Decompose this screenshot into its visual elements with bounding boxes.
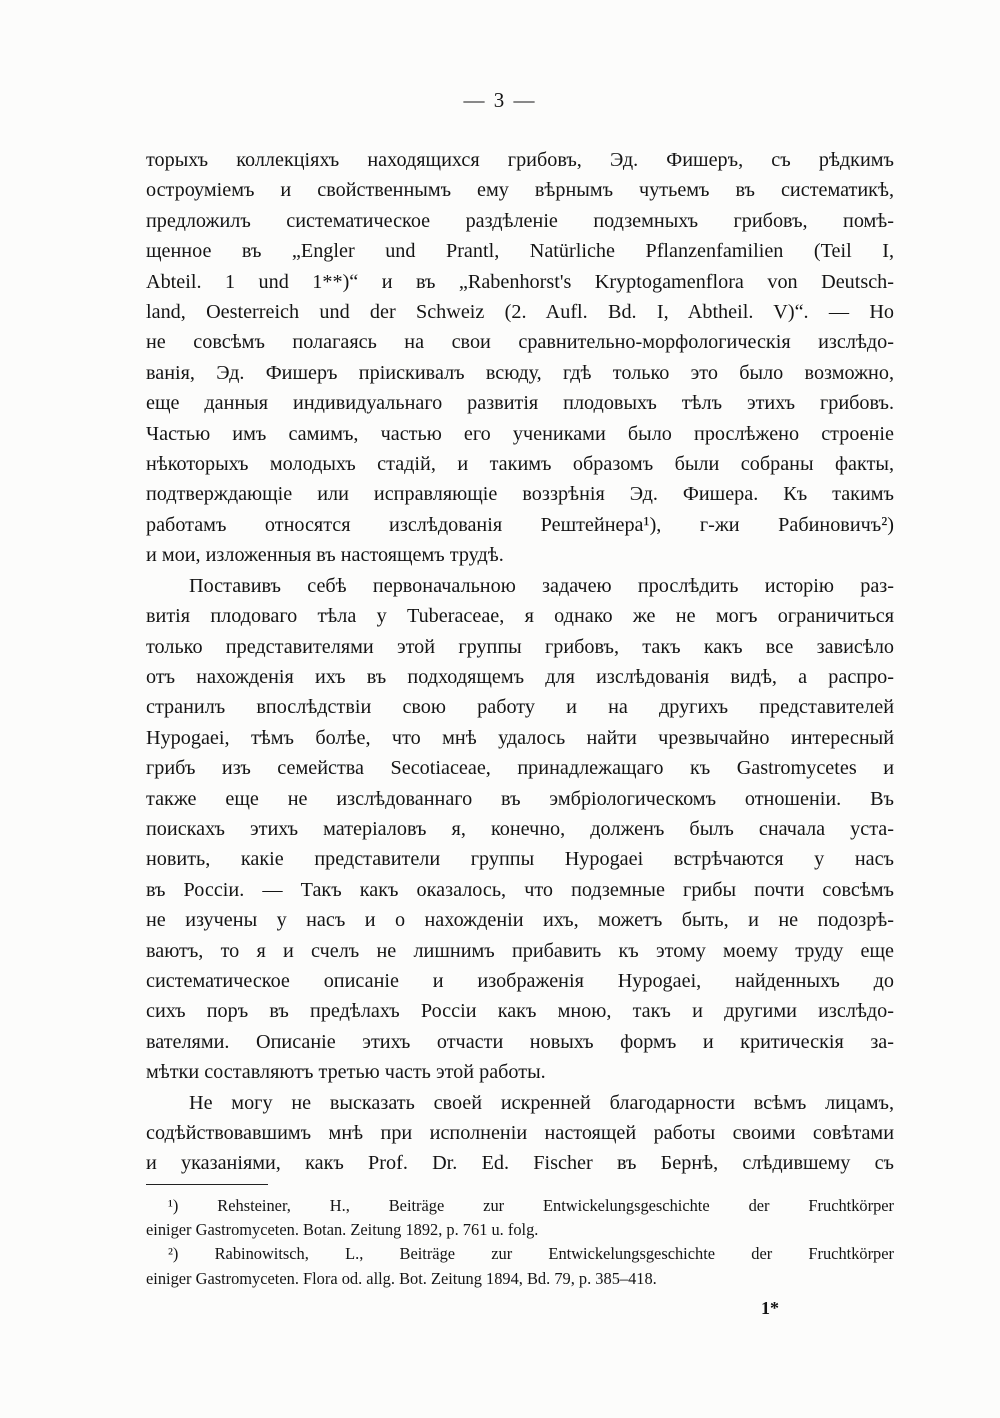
text-line: не совсѣмъ полагаясь на свои сравнительно-морфологическія изслѣдо- — [146, 331, 894, 354]
paragraph — [146, 571, 894, 1088]
text-line: отъ нахожденія ихъ въ подходящемъ для изслѣдованія видѣ, а распро- — [146, 665, 894, 688]
text-line: грибъ изъ семейства Secotiaceae, принадлежащаго къ Gastromycetes и — [146, 757, 894, 780]
text-line: Частью имъ самимъ, частью его учениками было прослѣжено строеніе — [146, 422, 894, 445]
footnote-line: ²) Rabinowitsch, L., Beiträge zur Entwickelungsgeschichte der Fruchtkörper — [168, 1244, 894, 1264]
text-line: витія плодоваго тѣла у Tuberaceae, я однако же не могъ ограничиться — [146, 605, 894, 628]
footnote-line: einiger Gastromyceten. Flora od. allg. Bot. Zeitung 1894, Bd. 79, p. 385–418. — [146, 1268, 657, 1288]
footnote-line: ¹) Rehsteiner, H., Beiträge zur Entwickelungsgeschichte der Fruchtkörper — [168, 1196, 894, 1215]
text-line: торыхъ коллекціяхъ находящихся грибовъ, Эд. Фишеръ, съ рѣдкимъ — [146, 149, 894, 171]
body-text — [146, 145, 894, 1179]
text-line: остроуміемъ и свойственнымъ ему вѣрнымъ чутьемъ въ систематикѣ, — [146, 179, 894, 202]
text-line: ванія, Эд. Фишеръ пріискивалъ всюду, гдѣ только это было возможно, — [146, 361, 894, 384]
text-line: содѣйствовавшимъ мнѣ при исполненіи настоящей работы своими совѣтами — [146, 1122, 894, 1144]
text-line: Не могу не высказать своей искренней благодарности всѣмъ лицамъ, — [189, 1091, 894, 1114]
text-line: предложилъ систематическое раздѣленіе подземныхъ грибовъ, помѣ- — [146, 209, 894, 232]
text-line: также еще не изслѣдованнаго въ эмбріологическомъ отношеніи. Въ — [146, 787, 894, 810]
footnotes — [146, 1194, 894, 1291]
paragraph — [146, 1088, 894, 1179]
text-line: не изучены у насъ и о нахожденіи ихъ, можетъ быть, и не подозрѣ- — [146, 909, 894, 932]
page-number: — 3 — — [463, 88, 537, 112]
text-line: вателями. Описаніе этихъ отчасти новыхъ формъ и критическія за- — [146, 1030, 894, 1053]
text-line: только представителями этой группы грибовъ, такъ какъ все зависѣло — [146, 635, 894, 658]
text-line: Поставивъ себѣ первоначальною задачею прослѣдить исторію раз- — [189, 574, 894, 597]
footnote-line: einiger Gastromyceten. Botan. Zeitung 1892, p. 761 u. folg. — [146, 1220, 539, 1240]
text-line: странилъ впослѣдствіи свою работу и на другихъ представителей — [146, 696, 894, 719]
text-line: подтверждающіе или исправляющіе воззрѣнія Эд. Фишера. Къ такимъ — [146, 483, 894, 506]
text-line: еще данныя индивидуальнаго развитія плодовыхъ тѣлъ этихъ грибовъ. — [146, 392, 894, 415]
text-line: въ Россіи. — Такъ какъ оказалось, что подземные грибы почти совсѣмъ — [146, 878, 894, 901]
text-line: land, Oesterreich und der Schweiz (2. Aufl. Bd. I, Abtheil. V)“. — Но — [146, 301, 894, 324]
text-line: щенное въ „Engler und Prantl, Natürliche Pflanzenfamilien (Teil I, — [146, 240, 894, 263]
text-line: Abteil. 1 und 1**)“ и въ „Rabenhorst's Kryptogamenflora von Deutsch- — [146, 270, 894, 293]
paragraph — [146, 145, 894, 571]
text-line: Hypogaei, тѣмъ болѣе, что мнѣ удалось найти чрезвычайно интересный — [146, 726, 894, 749]
text-line: работамъ относятся изслѣдованія Рештейнера¹), г-жи Рабиновичъ²) — [146, 513, 894, 536]
text-line: систематическое описаніе и изображенія Hypogaei, найденныхъ до — [146, 969, 894, 992]
footnote — [146, 1194, 894, 1242]
text-line: и мои, изложенныя въ настоящемъ трудѣ. — [146, 544, 504, 567]
text-line: новить, какіе представители группы Hypogaei встрѣчаются у насъ — [146, 848, 894, 871]
text-line: ваютъ, то я и счелъ не лишнимъ прибавить къ этому моему труду еще — [146, 939, 894, 962]
footnote-divider — [146, 1184, 268, 1185]
footnote — [146, 1242, 894, 1290]
signature-mark: 1* — [761, 1298, 779, 1318]
text-line: мѣтки составляютъ третью часть этой работы. — [146, 1061, 546, 1084]
text-line: нѣкоторыхъ молодыхъ стадій, и такимъ образомъ были собраны факты, — [146, 453, 894, 476]
text-line: и указаніями, какъ Prof. Dr. Ed. Fischer въ Бернѣ, слѣдившему съ — [146, 1152, 894, 1175]
text-line: поискахъ этихъ матеріаловъ я, конечно, долженъ былъ сначала уста- — [146, 817, 894, 840]
text-line: сихъ поръ въ предѣлахъ Россіи какъ мною, такъ и другими изслѣдо- — [146, 1000, 894, 1023]
